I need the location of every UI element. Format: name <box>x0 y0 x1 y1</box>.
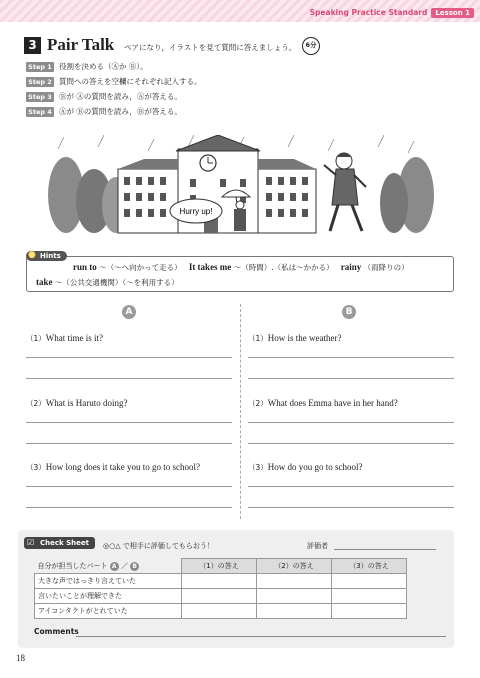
rating-cell[interactable] <box>257 574 332 589</box>
question-b1 <box>248 333 342 344</box>
step-text: Ⓑが Ⓐの質問を読み，Ⓐが答える。 <box>59 92 182 101</box>
rating-cell[interactable] <box>257 604 332 619</box>
column-divider <box>240 304 241 519</box>
rating-cell[interactable] <box>182 604 257 619</box>
page-number: 18 <box>16 653 25 663</box>
criterion-label: アイコンタクトがとれていた <box>35 604 182 619</box>
question-b3 <box>248 462 363 473</box>
table-row <box>35 559 407 574</box>
rating-cell[interactable] <box>332 604 407 619</box>
answer-line[interactable] <box>248 378 454 379</box>
hint-term: take <box>36 277 53 287</box>
question-text: What is Haruto doing? <box>45 398 128 408</box>
column-a-badge: A <box>122 305 136 319</box>
step-tag: Step 4 <box>26 107 54 117</box>
answer-line[interactable] <box>26 378 232 379</box>
checkbox-icon: ☑ <box>27 538 35 547</box>
hint-term: It takes me <box>188 262 232 272</box>
part-a-badge[interactable]: A <box>110 562 119 571</box>
answer-line[interactable] <box>26 443 232 444</box>
evaluation-table <box>34 558 407 619</box>
part-label-cell <box>35 559 182 574</box>
hint-meaning: 〜（時間）.（私は〜かかる） <box>233 263 334 272</box>
question-number: （3） <box>248 463 268 472</box>
answer-line[interactable] <box>248 357 454 358</box>
school-illustration <box>44 135 436 238</box>
question-text: What does Emma have in her hand? <box>267 398 398 408</box>
column-b-badge: B <box>342 305 356 319</box>
part-b-badge[interactable]: B <box>130 562 139 571</box>
question-a3 <box>26 462 200 473</box>
answer-line[interactable] <box>248 422 454 423</box>
rating-cell[interactable] <box>332 574 407 589</box>
question-number: （3） <box>26 463 46 472</box>
section-title: Pair Talk <box>47 35 115 54</box>
question-number: （2） <box>26 399 46 408</box>
table-row <box>35 604 407 619</box>
step-row <box>26 59 202 74</box>
answer-line[interactable] <box>248 507 454 508</box>
question-a2 <box>26 398 128 409</box>
check-sheet-instruction: ◎○△ で相手に評価してもらおう！ <box>103 542 214 550</box>
question-text: What time is it? <box>45 333 104 343</box>
step-tag: Step 1 <box>26 62 54 72</box>
step-row <box>26 89 202 104</box>
time-badge: 6分 <box>302 37 320 55</box>
criterion-label: 言いたいことが理解できた <box>35 589 182 604</box>
hint-term: rainy <box>340 262 362 272</box>
hint-meaning: 〜（公共交通機関）（〜を利用する） <box>54 278 179 287</box>
answer-line[interactable] <box>26 357 232 358</box>
question-text: How do you go to school? <box>267 462 363 472</box>
answer-line[interactable] <box>26 486 232 487</box>
answer-header: （3）の答え <box>332 559 407 574</box>
rating-cell[interactable] <box>257 589 332 604</box>
step-tag: Step 3 <box>26 92 54 102</box>
hint-meaning: 〜（〜へ向かって走る） <box>99 263 182 272</box>
question-a1 <box>26 333 103 344</box>
answer-line[interactable] <box>248 443 454 444</box>
part-separator: ／ <box>120 561 128 570</box>
comments-label: Comments <box>34 627 79 636</box>
book-title: Speaking Practice Standard <box>309 8 428 17</box>
answer-line[interactable] <box>26 422 232 423</box>
steps-list <box>26 59 202 119</box>
step-row <box>26 74 202 89</box>
part-label: 自分が担当したパート <box>37 561 108 570</box>
criterion-label: 大きな声ではっきり言えていた <box>35 574 182 589</box>
question-number: （1） <box>248 334 268 343</box>
step-tag: Step 2 <box>26 77 54 87</box>
section-number: 3 <box>24 37 41 54</box>
answer-line[interactable] <box>26 507 232 508</box>
section-instruction: ペアになり，イラストを見て質問に答えましょう。 <box>124 43 297 52</box>
hint-line-1 <box>73 262 409 273</box>
answer-line[interactable] <box>248 486 454 487</box>
rater-label: 評価者 <box>307 542 328 550</box>
rating-cell[interactable] <box>332 589 407 604</box>
rating-cell[interactable] <box>182 574 257 589</box>
step-text: 役割を決める（Ⓐか Ⓑ）。 <box>59 62 148 71</box>
question-number: （1） <box>26 334 46 343</box>
comments-field[interactable] <box>76 636 446 637</box>
answer-header: （2）の答え <box>257 559 332 574</box>
question-text: How is the weather? <box>267 333 342 343</box>
question-text: How long does it take you to go to school? <box>45 462 201 472</box>
step-row <box>26 104 202 119</box>
table-row <box>35 574 407 589</box>
rating-cell[interactable] <box>182 589 257 604</box>
hints-label: Hints <box>26 251 67 261</box>
header-label <box>310 6 474 19</box>
lesson-badge: Lesson 1 <box>431 8 474 18</box>
hint-term: run to <box>73 262 97 272</box>
speech-bubble-text: Hurry up! <box>179 207 213 216</box>
check-sheet-label: Check Sheet <box>24 537 95 549</box>
hint-line-2 <box>36 277 179 288</box>
lightbulb-icon: ● <box>28 250 36 260</box>
rater-field[interactable] <box>334 549 436 550</box>
table-row <box>35 589 407 604</box>
step-text: 質問への答えを空欄にそれぞれ記入する。 <box>59 77 202 86</box>
answer-header: （1）の答え <box>182 559 257 574</box>
question-number: （2） <box>248 399 268 408</box>
question-b2 <box>248 398 398 409</box>
step-text: Ⓐが Ⓑの質問を読み，Ⓑが答える。 <box>59 107 182 116</box>
hint-meaning: （雨降りの） <box>363 263 409 272</box>
